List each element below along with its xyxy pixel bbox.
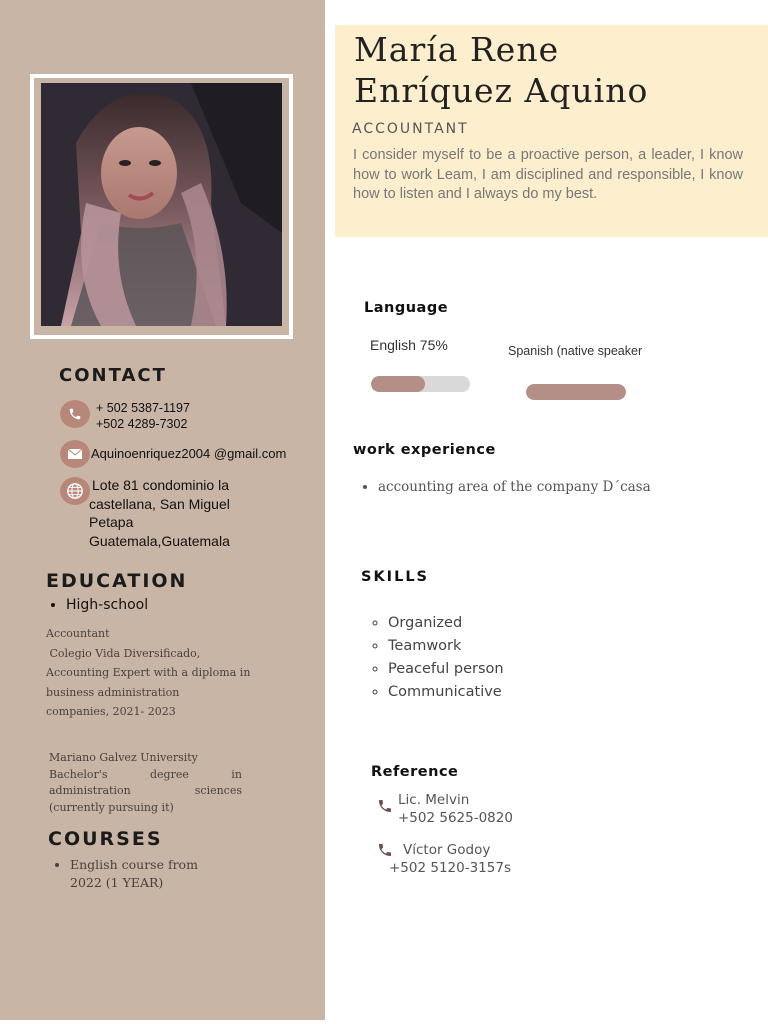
courses-heading: COURSES (48, 828, 163, 850)
email[interactable]: Aquinoenriquez2004 @gmail.com (91, 446, 287, 461)
university-line: (currently pursuing it) (49, 800, 174, 814)
university-details (49, 750, 242, 816)
globe-icon (60, 477, 90, 505)
contact-heading: CONTACT (59, 365, 167, 386)
phone-1[interactable]: + 502 5387-1197 (96, 401, 190, 415)
education-item: • High-school (66, 597, 148, 613)
courses-list (70, 856, 198, 892)
phone-icon (377, 798, 393, 819)
english-label: English 75% (370, 337, 448, 353)
contact-address-row (60, 477, 90, 505)
university-line (49, 767, 242, 784)
skill-item: ◦ Communicative (388, 681, 504, 704)
reference-2-name: Víctor Godoy (403, 842, 491, 858)
sidebar (0, 0, 325, 1020)
job-title: ACCOUNTANT (352, 121, 469, 137)
address-line: Lote 81 condominio la (92, 477, 229, 493)
address-line: Petapa (89, 514, 134, 530)
course-item (70, 856, 198, 892)
address-line: castellana, San Miguel (89, 495, 230, 512)
english-level-bar (371, 376, 470, 392)
spanish-level-bar (526, 384, 626, 400)
mail-icon (60, 440, 90, 468)
school-line: companies, 2021- 2023 (46, 705, 176, 718)
skill-item: ◦ Teamwork (388, 635, 504, 658)
phone-2[interactable]: +502 4289-7302 (96, 417, 188, 431)
school-details (46, 624, 276, 722)
address-line: Guatemala,Guatemala (89, 532, 230, 549)
course-line: 2022 (1 YEAR) (70, 875, 164, 890)
english-level-fill (371, 376, 425, 392)
reference-name: Lic. Melvin (398, 792, 470, 808)
university-line (49, 783, 242, 800)
full-name (354, 29, 648, 111)
work-item: • accounting area of the company D´casa (378, 479, 651, 495)
work-heading: work experience (353, 442, 496, 458)
skill-item: ◦ Organized (388, 612, 504, 635)
school-line: Accounting Expert with a diploma in (46, 666, 251, 679)
reference-2-phone[interactable]: +502 5120-3157s (389, 860, 511, 876)
header-panel (335, 25, 768, 237)
university-word: sciences (194, 784, 242, 797)
contact-email-row (60, 440, 286, 468)
university-word: degree (149, 767, 189, 781)
profile-photo-frame (30, 74, 293, 339)
reference-heading: Reference (371, 764, 459, 780)
school-line: business administration (46, 685, 180, 699)
school-line: Colegio Vida Diversificado, (46, 646, 201, 660)
skills-list (388, 612, 504, 704)
reference-phone[interactable]: +502 5625-0820 (398, 810, 513, 826)
address (89, 476, 230, 550)
course-line: • English course from (70, 857, 198, 872)
school-line: Accountant (46, 627, 110, 640)
work-list (378, 479, 651, 495)
education-list (66, 597, 148, 613)
skills-heading: SKILLS (361, 569, 429, 585)
name-line-2: Enríquez Aquino (354, 71, 649, 110)
reference-1 (377, 791, 513, 827)
university-word: administration (49, 784, 131, 797)
skill-item: ◦ Peaceful person (388, 658, 504, 681)
university-word: in (231, 767, 242, 781)
education-heading: EDUCATION (46, 570, 188, 592)
phone-icon (60, 400, 90, 428)
language-heading: Language (364, 300, 449, 316)
name-line-1: María Rene (354, 30, 560, 69)
university-line: Mariano Galvez University (49, 751, 198, 764)
about-text: I consider myself to be a proactive person, a leader, I know how to work Leam, I am disciplined and responsible, I know how to listen and I always do my best. (353, 147, 743, 202)
profile-photo (41, 83, 282, 326)
spanish-level-fill (526, 384, 626, 400)
spanish-label: Spanish (native speaker (508, 344, 643, 358)
contact-phone-row (60, 400, 190, 432)
university-word: Bachelor's (49, 767, 108, 781)
